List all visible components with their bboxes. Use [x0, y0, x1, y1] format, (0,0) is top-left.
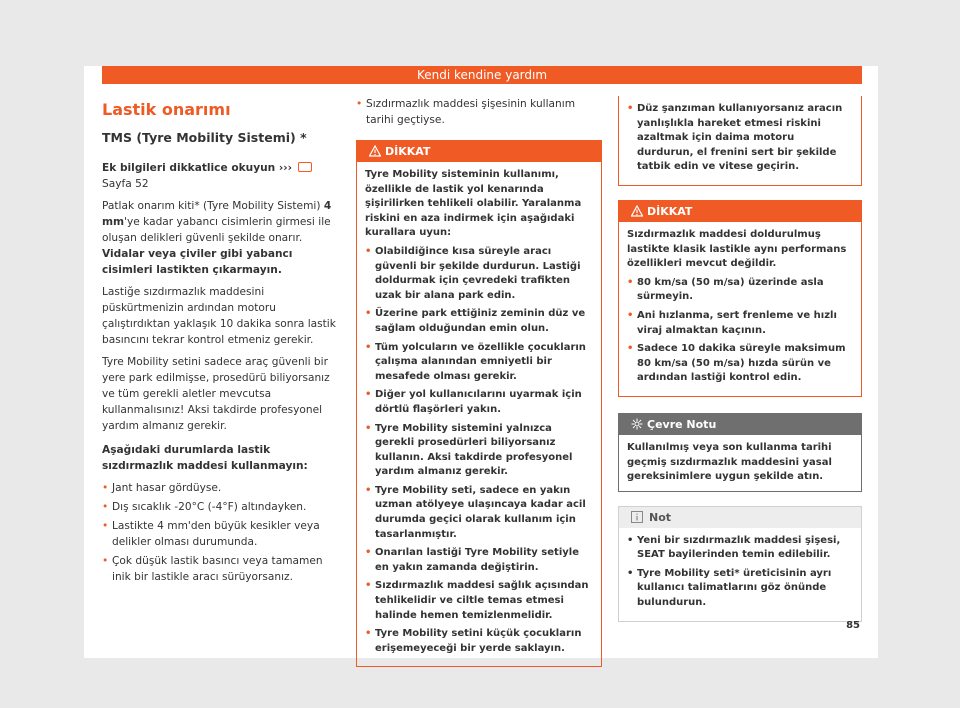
column-1 — [102, 100, 340, 588]
list-item: • Tyre Mobility seti, sadece en yakın uzman atölyeye ulaşıncaya kadar acil durumda geçici olarak kullanım için tasarlanmıştır. — [365, 484, 593, 542]
list-item: • Yeni bir sızdırmazlık maddesi şişesi, SEAT bayilerinden temin edilebilir. — [627, 534, 853, 563]
p1-text-d: Vidalar veya çiviler gibi yabancı cisimleri lastikten çıkarmayın. — [102, 248, 293, 276]
list-item: • Tyre Mobility setini küçük çocukların erişemeyeceği bir yerde saklayın. — [365, 627, 593, 656]
p1-text-b: 4 mm — [102, 200, 332, 228]
list-item: • Dış sıcaklık -20°C (-4°F) altındayken. — [102, 499, 340, 515]
note-body — [619, 528, 861, 621]
list-item: • Lastikte 4 mm'den büyük kesikler veya delikler olması durumunda. — [102, 518, 340, 550]
paragraph-2: Lastiğe sızdırmazlık maddesini püskürtmenizin ardından motoru çalıştırdıktan yaklaşık 10 dakika sonra lastik basıncını tekrar kontrol etmeniz gerekir. — [102, 286, 336, 346]
list-item: • Tüm yolcuların ve özellikle çocukların çalışma alanından emniyetli bir mesafede olması gerekir. — [365, 341, 593, 385]
warning-triangle-icon — [631, 205, 643, 217]
section-header: Kendi kendine yardım — [102, 66, 862, 84]
note-header — [619, 507, 861, 528]
warning-body — [357, 162, 601, 666]
warning-header — [619, 201, 861, 222]
list-item: • Sızdırmazlık maddesi şişesinin kullanım tarihi geçtiyse. — [356, 96, 602, 128]
warning-label: DİKKAT — [385, 145, 431, 158]
list-item: • Çok düşük lastik basıncı veya tamamen inik bir lastikle aracı sürüyorsanız. — [102, 553, 340, 585]
p1-text-a: Patlak onarım kiti* (Tyre Mobility Sistemi) — [102, 200, 324, 212]
column-3 — [618, 96, 862, 622]
p1-text-c: 'ye kadar yabancı cisimlerin girmesi ile oluşan delikleri güvenli şekilde onarır. — [102, 216, 331, 244]
list-item: • Jant hasar gördüyse. — [102, 480, 340, 496]
book-icon — [298, 162, 312, 172]
warning-box — [356, 140, 602, 667]
list-item: • Sadece 10 dakika süreyle maksimum 80 km/sa (50 m/sa) hızda sürün ve ardından lastiği kontrol edin. — [627, 342, 853, 386]
reference-link[interactable]: Sayfa 52 — [102, 178, 149, 190]
warning-box — [618, 200, 862, 397]
warning-label: DİKKAT — [647, 204, 693, 218]
reference-text: Ek bilgileri dikkatlice okuyun ››› — [102, 162, 292, 174]
list-item: • Ani hızlanma, sert frenleme ve hızlı viraj almaktan kaçının. — [627, 309, 853, 338]
environment-note-box — [618, 413, 862, 492]
warning-triangle-icon — [369, 145, 381, 157]
column-2 — [356, 96, 602, 667]
list-item: • Olabildiğince kısa süreyle aracı güvenli bir şekilde durdurun. Lastiği doldurmak için çevredeki trafikten uzak bir alana park edin. — [365, 245, 593, 303]
list-item: • Tyre Mobility seti* üreticisinin ayrı kullanıcı talimatlarını göz önünde bulundurun. — [627, 567, 853, 611]
subheading: Aşağıdaki durumlarda lastik sızdırmazlık maddesi kullanmayın: — [102, 444, 308, 472]
paragraph-1 — [102, 198, 340, 278]
list-item: • Onarılan lastiği Tyre Mobility setiyle en yakın zamanda değiştirin. — [365, 546, 593, 575]
paragraph-3: Tyre Mobility setini sadece araç güvenli bir yere park edilmişse, prosedürü biliyorsanız ve tüm gerekli aletler mevcutsa kullanmalısınız! Aksi takdirde profesyonel yardım almanız gerekir. — [102, 356, 330, 432]
list-item: • Düz şanzıman kullanıyorsanız aracın yanlışlıkla hareket etmesi riskini azaltmak için daima motoru durdurun, el frenini sert bir şekilde tatbik edin ve vitese geçirin. — [627, 102, 853, 175]
warning-header — [357, 141, 601, 162]
note-box — [618, 506, 862, 622]
leaf-icon — [631, 418, 643, 430]
continued-warning-body — [619, 96, 861, 185]
list-item: • Diğer yol kullanıcılarını uyarmak için dörtlü flaşörleri yakın. — [365, 388, 593, 417]
environment-note-label: Çevre Notu — [647, 417, 717, 431]
environment-note-header — [619, 414, 861, 435]
note-label: Not — [649, 510, 672, 524]
section-subtitle: TMS (Tyre Mobility Sistemi) * — [102, 130, 307, 145]
reference-line — [102, 160, 340, 192]
page-title: Lastik onarımı — [102, 100, 231, 119]
info-icon — [631, 511, 643, 523]
page-number: 85 — [846, 620, 860, 631]
list-item: • Tyre Mobility sistemini yalnızca gerekli prosedürleri biliyorsanız kullanın. Aksi takdirde profesyonel yardım almanız gerekir. — [365, 422, 593, 480]
warning-intro: Tyre Mobility sisteminin kullanımı, özellikle de lastik yol kenarında şişirilirken tehlikeli olabilir. Yaralanma riskini en aza indirmek için aşağıdaki kurallara uyun: — [365, 169, 582, 239]
environment-note-body: Kullanılmış veya son kullanma tarihi geçmiş sızdırmazlık maddesini yasal gereksinimlere uygun şekilde atın. — [627, 441, 832, 483]
warning-body — [619, 222, 861, 396]
list-item: • Sızdırmazlık maddesi sağlık açısından tehlikelidir ve ciltle temas etmesi halinde hemen temizlenmelidir. — [365, 579, 593, 623]
warning-intro: Sızdırmazlık maddesi doldurulmuş lastikte klasik lastikle aynı performans özellikleri mevcut değildir. — [627, 228, 847, 270]
continued-warning-box — [618, 96, 862, 186]
list-item: • Üzerine park ettiğiniz zeminin düz ve sağlam olduğundan emin olun. — [365, 307, 593, 336]
list-item: • 80 km/sa (50 m/sa) üzerinde asla sürmeyin. — [627, 276, 853, 305]
manual-page — [84, 66, 878, 658]
